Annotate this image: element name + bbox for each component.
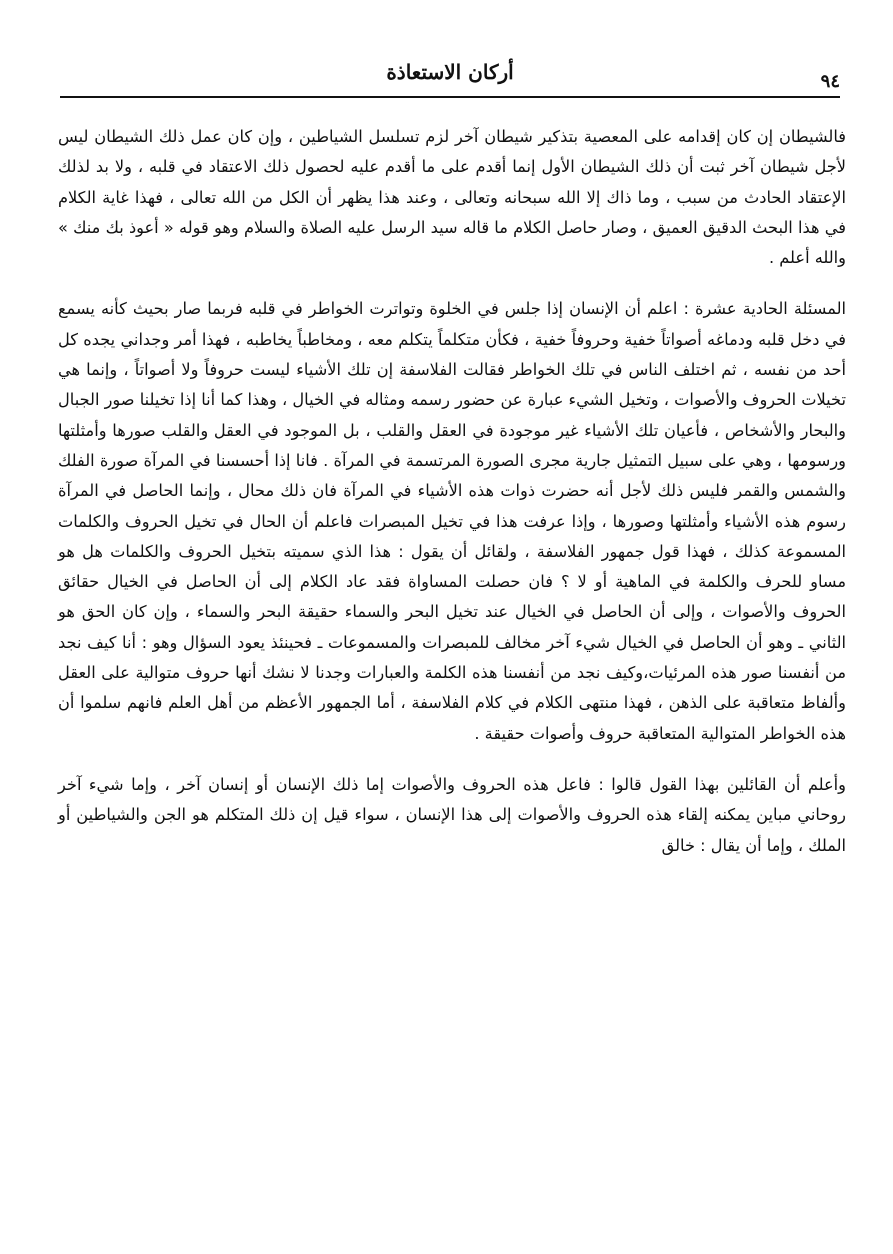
running-title: أركان الاستعاذة (386, 60, 514, 84)
paragraph-spacer (58, 749, 846, 770)
page-number: ٩٤ (820, 71, 840, 92)
header-rule (60, 96, 840, 98)
body-text (58, 122, 846, 861)
paragraph: وأعلم أن القائلين بهذا القول قالوا : فاعل هذه الحروف والأصوات إما ذلك الإنسان أو إنسان آخر ، وإما شيء آخر روحاني مباين يمكنه إلقاء هذه الحروف والأصوات إلى هذا الإنسان ، سواء قيل إن ذلك المتكلم هو الجن والشياطين أو الملك ، وإما أن يقال : خالق (58, 774, 846, 855)
paragraph: فالشيطان إن كان إقدامه على المعصية بتذكير شيطان آخر لزم تسلسل الشياطين ، وإن كان عمل ذلك الشيطان ليس لأجل شيطان آخر ثبت أن ذلك الشيطان الأول إنما أقدم على ما أقدم عليه لحصول ذلك الاعتقاد في قلبه ، ولا بد لذلك الإعتقاد الحادث من سبب ، وما ذاك إلا الله سبحانه وتعالى ، وعند هذا يظهر أن الكل من الله تعالى ، فهذا غاية الكلام في هذا البحث الدقيق العميق ، وصار حاصل الكلام ما قاله سيد الرسل عليه الصلاة والسلام وهو قوله « أعوذ بك منك » والله أعلم . (58, 127, 846, 268)
paragraph-spacer (58, 273, 846, 294)
paragraph: المسئلة الحادية عشرة : اعلم أن الإنسان إذا جلس في الخلوة وتواترت الخواطر في قلبه فربما صار بحيث كأنه يسمع في دخل قلبه ودماغه أصواتاً خفية وحروفاً خفية ، فكأن متكلماً يتكلم معه ، ومخاطباً يخاطبه ، فهذا أمر وجداني يجده كل أحد من نفسه ، ثم اختلف الناس في تلك الخواطر فقالت الفلاسفة إن تلك الأشياء ليست حروفاً ولا أصواتاً ، وإنما هي تخيلات الحروف والأصوات ، وتخيل الشيء عبارة عن حضور رسمه ومثاله في الخيال ، وهذا كما أنا إذا تخيلنا صور الجبال والبحار والأشخاص ، فأعيان تلك الأشياء غير موجودة في العقل والقلب ، بل الموجود في العقل والقلب صورها وأمثلتها ورسومها ، وهي على سبيل التمثيل جارية مجرى الصورة المرتسمة في المرآة . فانا إذا أحسسنا في المرآة صورة الفلك والشمس والقمر فليس ذلك لأجل أنه حضرت ذوات هذه الأشياء في المرآة فان ذلك محال ، وإنما الحاصل في المرآة رسوم هذه الأشياء وأمثلتها وصورها ، وإذا عرفت هذا في تخيل المبصرات فاعلم أن الحال في تخيل الحروف والكلمات المسموعة كذلك ، فهذا قول جمهور الفلاسفة ، ولقائل أن يقول : هذا الذي سميته بتخيل الحروف والكلمات هل هو مساو للحرف والكلمة في الماهية أو لا ؟ فان حصلت المساواة فقد عاد الكلام إلى أن الحاصل في الخيال حقائق الحروف والأصوات ، وإلى أن الحاصل في الخيال عند تخيل البحر والسماء حقيقة البحر والسماء ، وإن كان الحق هو الثاني ـ وهو أن الحاصل في الخيال شيء آخر مخالف للمبصرات والمسموعات ـ فحينئذ يعود السؤال وهو : أنا كيف نجد من أنفسنا صور هذه المرئيات،وكيف نجد من أنفسنا هذه الكلمة والعبارات وجدنا لا نشك أنها حروف متوالية على العقل وألفاظ متعاقبة على الذهن ، فهذا منتهى الكلام في كلام الفلاسفة ، أما الجمهور الأعظم من أهل العلم فانهم سلموا أن هذه الخواطر المتوالية المتعاقبة حروف وأصوات حقيقة . (58, 299, 846, 743)
